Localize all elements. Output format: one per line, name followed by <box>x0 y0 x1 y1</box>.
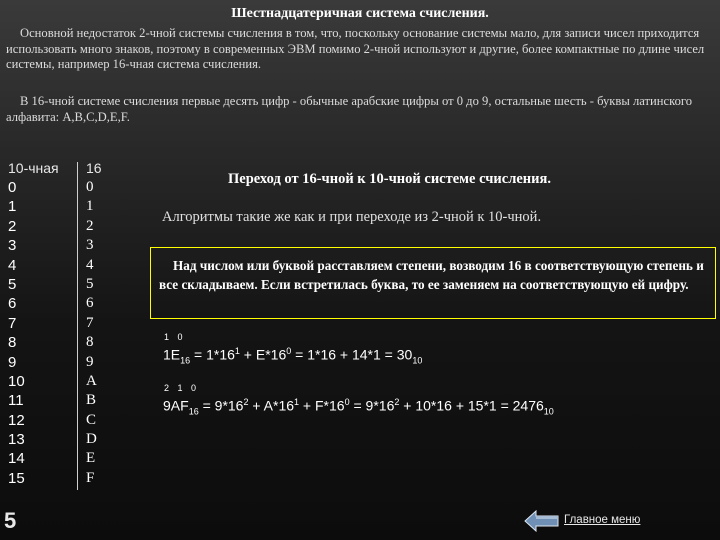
decimal-cell: 0 <box>8 179 17 196</box>
conversion-rule-text: Над числом или буквой расставляем степени, возводим 16 в соответствующую степень и все складываем. Если встретилась буква, то ее заменяем на соответствующую ей цифру. <box>159 258 704 292</box>
example2-exp-d: 2 <box>394 397 400 407</box>
example2-result-base: 10 <box>543 406 554 417</box>
example1-number: 1E <box>163 346 181 363</box>
example1-formula <box>163 346 422 365</box>
intro-paragraph: Основной недостаток 2-чной системы счисления в том, что, поскольку основание системы мало, для записи чисел приходится использовать много знаков, поэтому в современных ЭВМ помимо 2-чной используют и другие, более компактные по длине чисел системы, например 16-чная система счисления. <box>6 26 705 71</box>
hex-cell: 6 <box>86 295 94 312</box>
decimal-cell: 12 <box>8 411 25 429</box>
decimal-cell: 9 <box>8 353 17 371</box>
hex-cell: B <box>86 392 97 409</box>
main-menu-link[interactable]: Главное меню <box>564 514 641 526</box>
decimal-column <box>8 158 59 488</box>
back-arrow-button[interactable] <box>524 510 560 532</box>
example2-exp-a: 2 <box>243 397 249 407</box>
example2-exponents: 2 1 0 <box>164 383 200 393</box>
example1-exp-a: 1 <box>234 346 240 356</box>
hex-cell: C <box>86 411 97 428</box>
decimal-cell: 7 <box>8 314 17 332</box>
example2-formula <box>163 397 554 416</box>
decimal-cell: 11 <box>8 392 24 410</box>
hex-cell: 2 <box>86 217 94 234</box>
example2-mid-a: + A*16 <box>248 397 295 414</box>
arrow-left-icon <box>524 510 560 532</box>
hex-header: 16 <box>86 160 102 176</box>
example1-exponents: 1 0 <box>164 332 186 342</box>
hex-cell: 5 <box>86 275 94 292</box>
example2-number: 9AF <box>163 397 189 414</box>
hex-cell: 8 <box>86 334 94 351</box>
example1-result: = 1*16 + 14*1 = 30 <box>291 346 413 363</box>
decimal-cell: 14 <box>8 450 25 468</box>
hex-digits-paragraph: В 16-чной системе счисления первые десять цифр - обычные арабские цифры от 0 до 9, остальные шесть - буквы латинского алфавита: A,B,C,D,E,F. <box>6 94 693 124</box>
decimal-cell: 10 <box>8 372 25 390</box>
decimal-cell: 8 <box>8 334 17 352</box>
decimal-cell: 1 <box>8 198 17 216</box>
example2-exp-b: 1 <box>294 397 300 407</box>
hex-cell: 7 <box>86 314 94 331</box>
example2-exp-c: 0 <box>344 397 350 407</box>
column-divider <box>77 162 78 490</box>
decimal-header: 10-чная <box>8 160 59 176</box>
hex-cell: F <box>86 469 95 486</box>
decimal-cell: 6 <box>8 295 17 313</box>
hex-column <box>86 158 102 488</box>
conversion-rule-box <box>150 247 716 319</box>
example2-result: + 10*16 + 15*1 = 2476 <box>399 397 544 414</box>
example1-base: 16 <box>180 355 191 366</box>
example2-base: 16 <box>188 406 199 417</box>
hex-cell: E <box>86 450 96 467</box>
example1-exp-b: 0 <box>286 346 292 356</box>
hex-cell: D <box>86 431 97 448</box>
decimal-cell: 3 <box>8 237 17 255</box>
example1-mid: + E*16 <box>239 346 287 363</box>
hex-cell: 1 <box>86 198 94 215</box>
example1-result-base: 10 <box>412 355 423 366</box>
hex-cell: 9 <box>86 353 94 370</box>
slide-title: Шестнадцатеричная система счисления. <box>231 6 489 21</box>
decimal-cell: 15 <box>8 469 25 487</box>
algorithm-note: Алгоритмы такие же как и при переходе из 2-чной к 10-чной. <box>162 209 542 225</box>
conversion-title: Переход от 16-чной к 10-чной системе счисления. <box>228 171 551 187</box>
page-number: 5 <box>4 508 17 533</box>
hex-cell: 3 <box>86 237 94 254</box>
decimal-cell: 5 <box>8 275 17 293</box>
hex-cell: 0 <box>86 179 94 195</box>
example2-mid-b: + F*16 <box>299 397 345 414</box>
example2-mid-c: = 9*16 <box>349 397 395 414</box>
hex-cell: A <box>86 372 97 389</box>
hex-cell: 4 <box>86 256 94 273</box>
decimal-cell: 13 <box>8 431 25 449</box>
decimal-cell: 2 <box>8 217 17 235</box>
decimal-cell: 4 <box>8 256 17 274</box>
example1-expression: = 1*16 <box>190 346 235 363</box>
example2-expression: = 9*16 <box>198 397 244 414</box>
